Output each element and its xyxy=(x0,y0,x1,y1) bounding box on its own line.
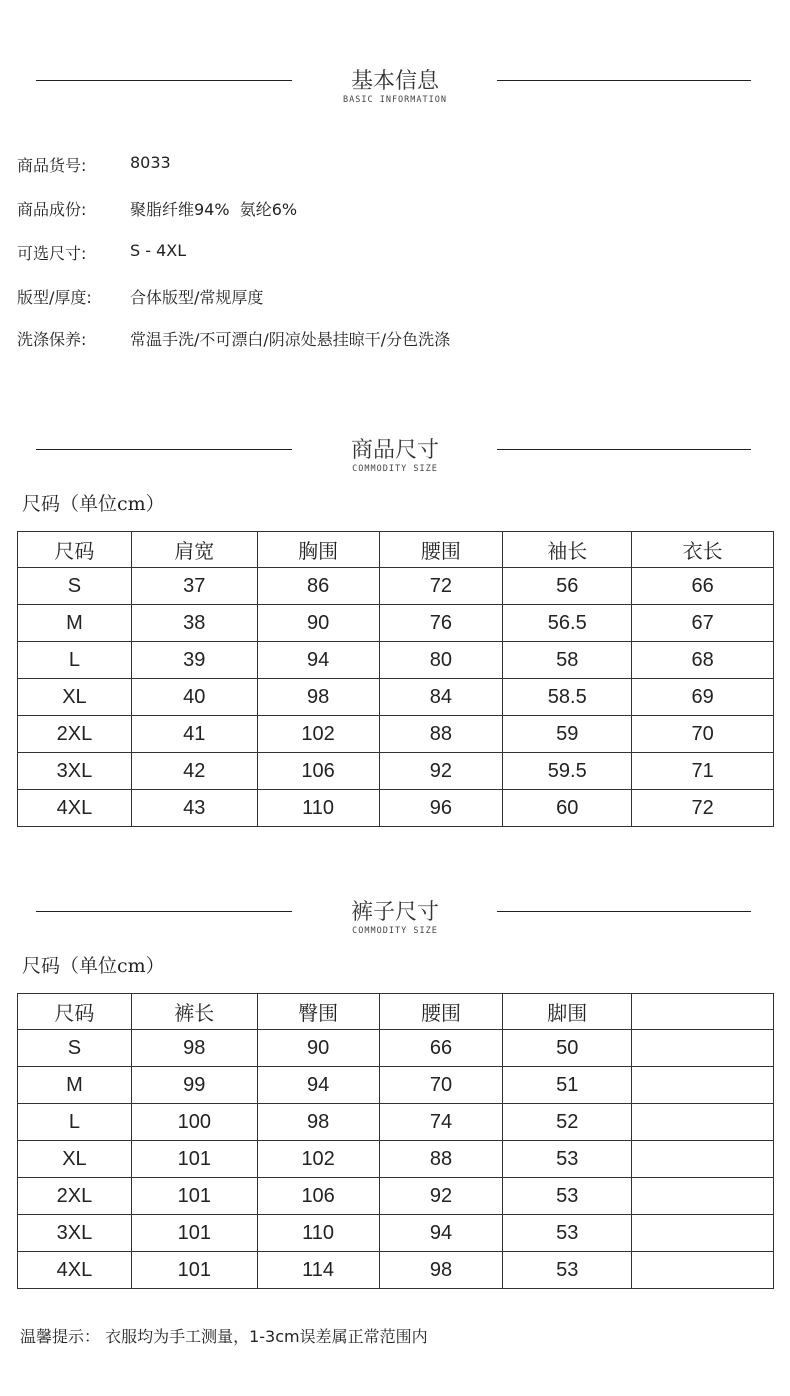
info-row-material xyxy=(17,197,297,220)
table-cell xyxy=(632,1178,774,1215)
table-cell: 53 xyxy=(503,1252,632,1289)
table-cell: 59.5 xyxy=(503,753,632,790)
table-cell: 58 xyxy=(503,642,632,679)
table-cell xyxy=(632,1030,774,1067)
info-value: 常温手洗/不可漂白/阴凉处悬挂晾干/分色洗涤 xyxy=(130,330,451,349)
table-row xyxy=(18,753,774,790)
info-value: S - 4XL xyxy=(130,241,187,260)
table-cell: 71 xyxy=(632,753,774,790)
info-row-item-no xyxy=(17,153,171,176)
table-cell: S xyxy=(18,1030,132,1067)
table-cell: 38 xyxy=(131,605,257,642)
table-cell: 98 xyxy=(257,1104,379,1141)
table-cell: 67 xyxy=(632,605,774,642)
unit-label: 尺码（单位cm） xyxy=(22,493,165,515)
table-cell: 96 xyxy=(379,790,503,827)
table-cell: 101 xyxy=(131,1252,257,1289)
table-row xyxy=(18,605,774,642)
info-label: 商品货号: xyxy=(17,156,87,175)
table-cell: 3XL xyxy=(18,1215,132,1252)
table-cell: 101 xyxy=(131,1178,257,1215)
table-cell: 39 xyxy=(131,642,257,679)
table-cell: XL xyxy=(18,679,132,716)
table-cell: 80 xyxy=(379,642,503,679)
table-cell: 2XL xyxy=(18,1178,132,1215)
table-cell: 69 xyxy=(632,679,774,716)
table-row xyxy=(18,1141,774,1178)
table-row xyxy=(18,568,774,605)
table-cell: 86 xyxy=(257,568,379,605)
table-cell: 88 xyxy=(379,1141,503,1178)
info-label: 商品成份: xyxy=(17,200,87,219)
table-cell: 51 xyxy=(503,1067,632,1104)
table-cell: L xyxy=(18,1104,132,1141)
table-cell: 66 xyxy=(632,568,774,605)
table-cell: 110 xyxy=(257,1215,379,1252)
table-cell: 66 xyxy=(379,1030,503,1067)
table-cell: 98 xyxy=(379,1252,503,1289)
table-cell: 53 xyxy=(503,1141,632,1178)
table-cell: 84 xyxy=(379,679,503,716)
table-cell: 4XL xyxy=(18,790,132,827)
table-row xyxy=(18,1252,774,1289)
column-header: 胸围 xyxy=(257,532,379,568)
info-value: 8033 xyxy=(130,153,171,172)
table-cell: 106 xyxy=(257,753,379,790)
info-row-sizes xyxy=(17,241,186,264)
table-cell: 40 xyxy=(131,679,257,716)
measurement-tip: 温馨提示： 衣服均为手工测量，1-3cm误差属正常范围内 xyxy=(20,1327,428,1346)
table-row xyxy=(18,1215,774,1252)
table-row xyxy=(18,1067,774,1104)
table-cell: 43 xyxy=(131,790,257,827)
table-cell: 58.5 xyxy=(503,679,632,716)
table-cell: 92 xyxy=(379,753,503,790)
table-cell: 114 xyxy=(257,1252,379,1289)
column-header: 腰围 xyxy=(379,532,503,568)
table-cell: 70 xyxy=(379,1067,503,1104)
column-header: 臀围 xyxy=(257,994,379,1030)
table-header-row xyxy=(18,994,774,1030)
table-cell xyxy=(632,1104,774,1141)
table-row xyxy=(18,790,774,827)
info-label: 洗涤保养: xyxy=(17,330,87,349)
table-cell: 70 xyxy=(632,716,774,753)
info-label: 版型/厚度: xyxy=(17,288,92,307)
section-title-top-size: 商品尺寸 xyxy=(350,438,439,463)
table-cell xyxy=(632,1215,774,1252)
table-cell xyxy=(632,1252,774,1289)
table-cell: 74 xyxy=(379,1104,503,1141)
table-cell: 72 xyxy=(632,790,774,827)
table-cell: 56.5 xyxy=(503,605,632,642)
table-cell: 2XL xyxy=(18,716,132,753)
section-title-basic: 基本信息 xyxy=(350,69,439,94)
table-cell: 76 xyxy=(379,605,503,642)
column-header: 尺码 xyxy=(18,994,132,1030)
section-subtitle-basic: BASIC INFORMATION xyxy=(343,95,447,105)
table-cell: 94 xyxy=(257,642,379,679)
table-cell: 100 xyxy=(131,1104,257,1141)
table-row xyxy=(18,716,774,753)
table-row xyxy=(18,1104,774,1141)
table-cell: L xyxy=(18,642,132,679)
table-cell: 52 xyxy=(503,1104,632,1141)
info-label: 可选尺寸: xyxy=(17,244,87,263)
section-subtitle-top-size: COMMODITY SIZE xyxy=(352,464,438,474)
table-cell: 102 xyxy=(257,716,379,753)
column-header: 尺码 xyxy=(18,532,132,568)
table-cell: 50 xyxy=(503,1030,632,1067)
top-size-table xyxy=(17,531,774,827)
column-header: 肩宽 xyxy=(131,532,257,568)
unit-label: 尺码（单位cm） xyxy=(22,955,165,977)
table-cell xyxy=(632,1067,774,1104)
info-value: 聚脂纤维94% 氨纶6% xyxy=(130,200,298,219)
table-cell: 99 xyxy=(131,1067,257,1104)
table-cell: 92 xyxy=(379,1178,503,1215)
column-header: 袖长 xyxy=(503,532,632,568)
table-cell: XL xyxy=(18,1141,132,1178)
table-cell: 102 xyxy=(257,1141,379,1178)
table-cell: 106 xyxy=(257,1178,379,1215)
column-header: 脚围 xyxy=(503,994,632,1030)
table-cell: 53 xyxy=(503,1178,632,1215)
section-title-pants-size: 裤子尺寸 xyxy=(350,900,439,925)
table-cell: 53 xyxy=(503,1215,632,1252)
table-cell: 3XL xyxy=(18,753,132,790)
table-cell: 101 xyxy=(131,1141,257,1178)
table-cell: 88 xyxy=(379,716,503,753)
table-cell: 98 xyxy=(131,1030,257,1067)
table-cell: 4XL xyxy=(18,1252,132,1289)
table-cell: M xyxy=(18,605,132,642)
table-cell: 59 xyxy=(503,716,632,753)
section-subtitle-pants-size: COMMODITY SIZE xyxy=(352,926,438,936)
column-header xyxy=(632,994,774,1030)
table-row xyxy=(18,679,774,716)
table-cell: 110 xyxy=(257,790,379,827)
info-row-fit xyxy=(17,285,263,308)
info-value: 合体版型/常规厚度 xyxy=(130,288,264,307)
table-row xyxy=(18,642,774,679)
column-header: 腰围 xyxy=(379,994,503,1030)
table-cell: 98 xyxy=(257,679,379,716)
table-cell: 37 xyxy=(131,568,257,605)
table-cell: 90 xyxy=(257,1030,379,1067)
table-cell: 90 xyxy=(257,605,379,642)
table-cell: 72 xyxy=(379,568,503,605)
table-row xyxy=(18,1178,774,1215)
table-cell: 101 xyxy=(131,1215,257,1252)
table-cell: 60 xyxy=(503,790,632,827)
table-cell: 94 xyxy=(379,1215,503,1252)
column-header: 裤长 xyxy=(131,994,257,1030)
pants-size-table xyxy=(17,993,774,1289)
table-cell: M xyxy=(18,1067,132,1104)
table-cell xyxy=(632,1141,774,1178)
table-cell: 68 xyxy=(632,642,774,679)
table-cell: S xyxy=(18,568,132,605)
info-row-care xyxy=(17,327,450,350)
table-cell: 56 xyxy=(503,568,632,605)
table-row xyxy=(18,1030,774,1067)
table-cell: 42 xyxy=(131,753,257,790)
column-header: 衣长 xyxy=(632,532,774,568)
table-header-row xyxy=(18,532,774,568)
table-cell: 41 xyxy=(131,716,257,753)
table-cell: 94 xyxy=(257,1067,379,1104)
